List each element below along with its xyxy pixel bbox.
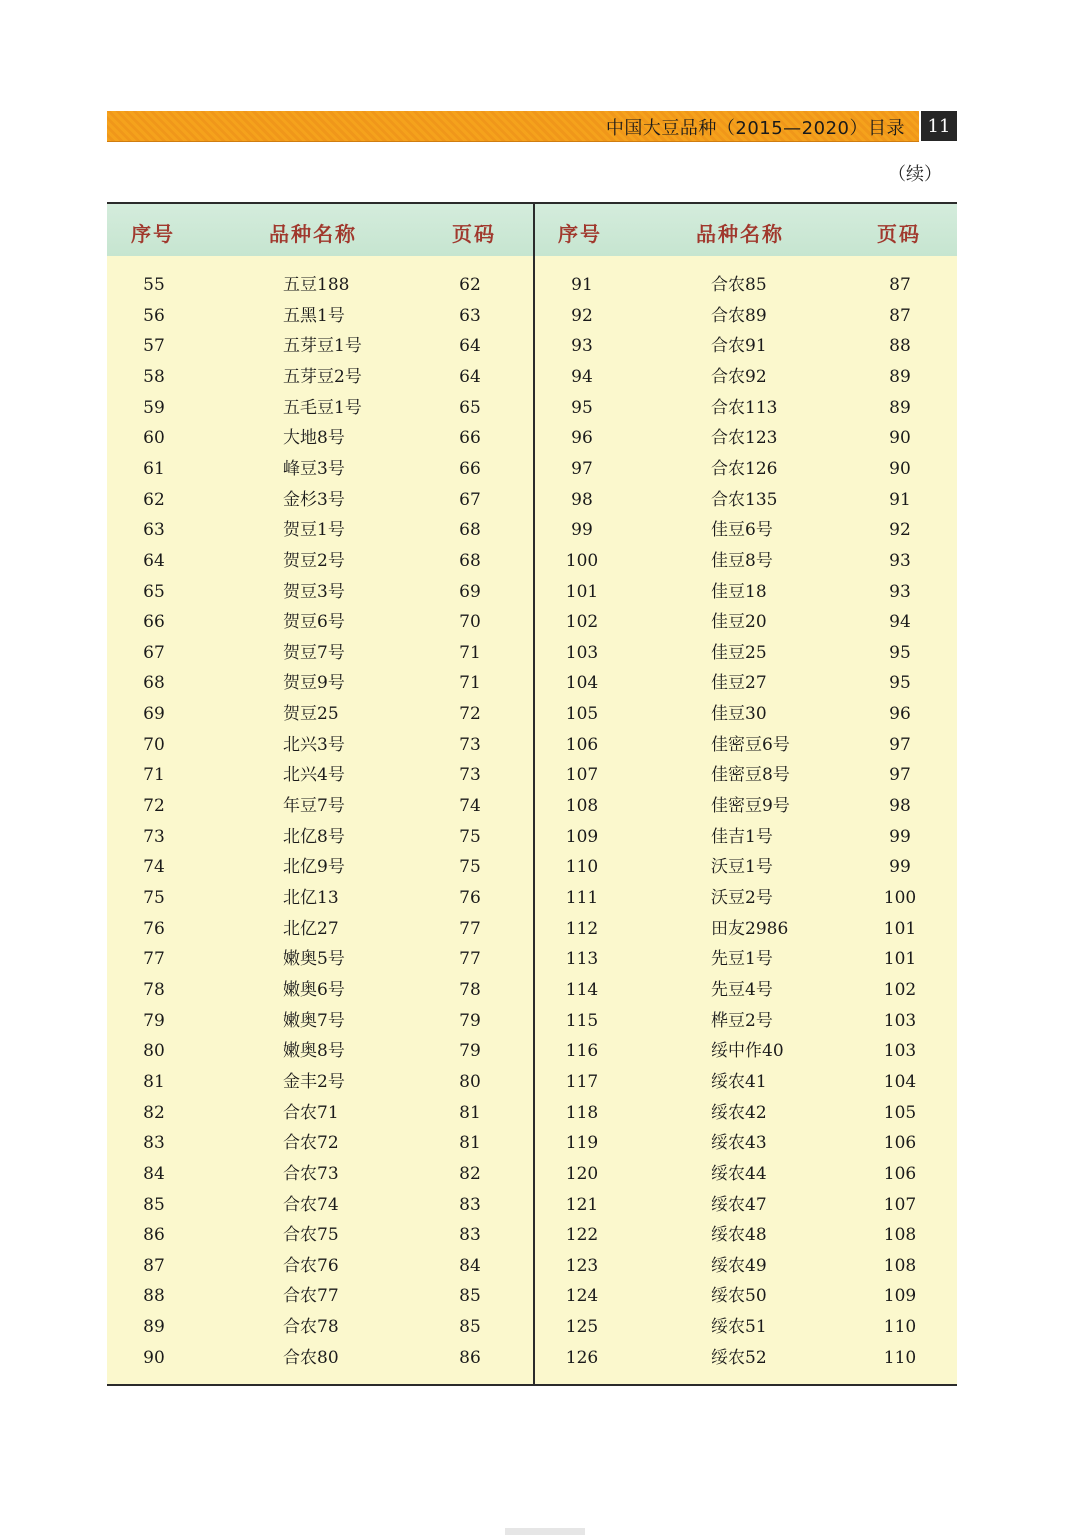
table-row	[107, 944, 957, 974]
header-name-left: 品种名称	[269, 222, 357, 246]
row-number: 108	[565, 796, 599, 817]
page-ref: 77	[459, 918, 481, 939]
page-ref: 67	[459, 489, 481, 510]
table-row	[107, 1006, 957, 1036]
table-row	[107, 607, 957, 637]
variety-name: 北亿8号	[283, 826, 345, 847]
row-number: 57	[143, 336, 165, 357]
page-ref: 62	[459, 275, 481, 295]
page-edge-mark	[505, 1528, 585, 1535]
page-ref: 79	[459, 1010, 481, 1031]
row-number: 71	[143, 765, 165, 786]
variety-name: 峰豆3号	[283, 458, 345, 479]
table-row	[107, 454, 957, 484]
row-number: 96	[571, 428, 593, 449]
table-row	[107, 1343, 957, 1373]
page-ref: 85	[459, 1317, 481, 1338]
variety-name: 大地8号	[283, 428, 345, 449]
table-row	[107, 485, 957, 515]
variety-name: 绥农52	[711, 1347, 767, 1368]
table-row	[107, 1251, 957, 1281]
row-number: 97	[571, 458, 593, 479]
variety-name: 北兴3号	[283, 734, 345, 755]
page-ref: 99	[889, 826, 911, 847]
toc-table	[107, 202, 957, 1386]
page-ref: 89	[889, 366, 911, 387]
page-ref: 86	[459, 1347, 481, 1368]
row-number: 118	[565, 1102, 599, 1123]
page-ref: 88	[889, 336, 911, 357]
page-ref: 73	[459, 765, 481, 786]
table-row	[107, 699, 957, 729]
page-ref: 64	[459, 366, 481, 387]
row-number: 81	[143, 1071, 165, 1092]
page-ref: 80	[459, 1071, 481, 1092]
page-ref: 93	[889, 550, 911, 571]
row-number: 68	[143, 673, 165, 694]
variety-name: 桦豆2号	[711, 1010, 773, 1031]
variety-name: 沃豆1号	[711, 857, 773, 878]
header-page-right: 页码	[877, 222, 921, 246]
variety-name: 佳豆20	[711, 612, 767, 633]
variety-name: 绥农48	[711, 1225, 767, 1246]
table-row	[107, 883, 957, 913]
variety-name: 北亿13	[283, 888, 339, 908]
variety-name: 绥农41	[711, 1071, 767, 1092]
table-row	[107, 760, 957, 790]
variety-name: 合农92	[711, 366, 767, 387]
table-row	[107, 1159, 957, 1189]
page-ref: 94	[889, 612, 911, 633]
variety-name: 先豆1号	[711, 949, 773, 970]
page-ref: 91	[889, 489, 911, 510]
variety-name: 绥农43	[711, 1133, 767, 1154]
page-ref: 107	[883, 1194, 917, 1215]
row-number: 82	[143, 1102, 165, 1123]
table-row	[107, 331, 957, 361]
variety-name: 嫩奥5号	[283, 949, 345, 970]
table-row	[107, 668, 957, 698]
page-ref: 72	[459, 704, 481, 725]
variety-name: 五芽豆1号	[283, 336, 362, 357]
page-ref: 110	[883, 1347, 917, 1368]
row-number: 111	[565, 888, 599, 908]
page-ref: 90	[889, 428, 911, 449]
running-header-band	[107, 111, 919, 142]
page-ref: 101	[883, 918, 917, 939]
row-number: 65	[143, 581, 165, 602]
page-ref: 66	[459, 458, 481, 479]
row-number: 70	[143, 734, 165, 755]
variety-name: 绥中作40	[711, 1041, 784, 1062]
variety-name: 贺豆2号	[283, 550, 345, 571]
page-ref: 101	[883, 949, 917, 970]
variety-name: 先豆4号	[711, 979, 773, 1000]
variety-name: 合农74	[283, 1194, 339, 1215]
variety-name: 贺豆1号	[283, 520, 345, 541]
variety-name: 金杉3号	[283, 489, 345, 510]
variety-name: 合农113	[711, 397, 778, 418]
variety-name: 合农135	[711, 489, 778, 510]
row-number: 105	[565, 704, 599, 725]
row-number: 110	[565, 857, 599, 878]
table-row	[107, 393, 957, 423]
table-row	[107, 791, 957, 821]
variety-name: 贺豆25	[283, 704, 339, 725]
row-number: 100	[565, 550, 599, 571]
row-number: 86	[143, 1225, 165, 1246]
row-number: 94	[571, 366, 593, 387]
row-number: 109	[565, 826, 599, 847]
variety-name: 贺豆7号	[283, 642, 345, 663]
row-number: 98	[571, 489, 593, 510]
row-number: 56	[143, 305, 165, 326]
row-number: 62	[143, 489, 165, 510]
row-number: 61	[143, 458, 165, 479]
row-number: 72	[143, 796, 165, 817]
page-ref: 89	[889, 397, 911, 418]
table-row	[107, 577, 957, 607]
variety-name: 合农91	[711, 336, 767, 357]
row-number: 114	[565, 979, 599, 1000]
variety-name: 绥农51	[711, 1317, 767, 1338]
row-number: 89	[143, 1317, 165, 1338]
variety-name: 佳密豆6号	[711, 734, 790, 755]
row-number: 115	[565, 1010, 599, 1031]
page-ref: 87	[889, 275, 911, 295]
header-no-left: 序号	[131, 222, 175, 246]
variety-name: 金丰2号	[283, 1071, 345, 1092]
page-ref: 75	[459, 857, 481, 878]
page-ref: 68	[459, 550, 481, 571]
variety-name: 合农71	[283, 1102, 339, 1123]
header-page-left: 页码	[452, 222, 496, 246]
header-name-right: 品种名称	[696, 222, 784, 246]
page-ref: 106	[883, 1163, 917, 1184]
page-ref: 68	[459, 520, 481, 541]
row-number: 117	[565, 1071, 599, 1092]
table-row	[107, 1128, 957, 1158]
row-number: 124	[565, 1286, 599, 1307]
table-row	[107, 730, 957, 760]
row-number: 66	[143, 612, 165, 633]
row-number: 60	[143, 428, 165, 449]
variety-name: 合农73	[283, 1163, 339, 1184]
row-number: 119	[565, 1133, 599, 1154]
variety-name: 绥农50	[711, 1286, 767, 1307]
page-ref: 97	[889, 734, 911, 755]
row-number: 122	[565, 1225, 599, 1246]
variety-name: 嫩奥6号	[283, 979, 345, 1000]
variety-name: 北亿9号	[283, 857, 345, 878]
table-row	[107, 423, 957, 453]
variety-name: 合农80	[283, 1347, 339, 1368]
table-row	[107, 1098, 957, 1128]
page-ref: 99	[889, 857, 911, 878]
variety-name: 北兴4号	[283, 765, 345, 786]
variety-name: 绥农49	[711, 1255, 767, 1276]
page-ref: 69	[459, 581, 481, 602]
row-number: 76	[143, 918, 165, 939]
page-ref: 63	[459, 305, 481, 326]
page-ref: 108	[883, 1255, 917, 1276]
page-ref: 105	[883, 1102, 917, 1123]
page-ref: 110	[883, 1317, 917, 1338]
page-number: 11	[921, 111, 957, 141]
table-row	[107, 1281, 957, 1311]
page-ref: 108	[883, 1225, 917, 1246]
variety-name: 嫩奥7号	[283, 1010, 345, 1031]
row-number: 101	[565, 581, 599, 602]
variety-name: 田友2986	[711, 918, 789, 939]
table-row	[107, 270, 957, 300]
row-number: 95	[571, 397, 593, 418]
page-ref: 103	[883, 1010, 917, 1031]
page-ref: 65	[459, 397, 481, 418]
page-ref: 87	[889, 305, 911, 326]
table-row	[107, 822, 957, 852]
page-ref: 79	[459, 1041, 481, 1062]
table-row	[107, 1312, 957, 1342]
row-number: 92	[571, 305, 593, 326]
page-ref: 73	[459, 734, 481, 755]
page-ref: 92	[889, 520, 911, 541]
row-number: 125	[565, 1317, 599, 1338]
variety-name: 年豆7号	[283, 796, 345, 817]
variety-name: 佳豆6号	[711, 520, 773, 541]
page-ref: 76	[459, 888, 481, 908]
variety-name: 五毛豆1号	[283, 397, 362, 418]
table-row	[107, 1220, 957, 1250]
row-number: 75	[143, 888, 165, 908]
row-number: 104	[565, 673, 599, 694]
row-number: 112	[565, 918, 599, 939]
continued-note: （续）	[888, 164, 942, 185]
table-row	[107, 975, 957, 1005]
page-ref: 104	[883, 1071, 917, 1092]
row-number: 102	[565, 612, 599, 633]
row-number: 73	[143, 826, 165, 847]
page-ref: 85	[459, 1286, 481, 1307]
page-ref: 81	[459, 1133, 481, 1154]
variety-name: 贺豆6号	[283, 612, 345, 633]
variety-name: 合农89	[711, 305, 767, 326]
row-number: 90	[143, 1347, 165, 1368]
variety-name: 佳吉1号	[711, 826, 773, 847]
row-number: 113	[565, 949, 599, 970]
row-number: 77	[143, 949, 165, 970]
page-ref: 95	[889, 642, 911, 663]
row-number: 78	[143, 979, 165, 1000]
table-row	[107, 1036, 957, 1066]
page-ref: 90	[889, 458, 911, 479]
page-ref: 103	[883, 1041, 917, 1062]
variety-name: 佳豆18	[711, 581, 767, 602]
row-number: 93	[571, 336, 593, 357]
variety-name: 合农77	[283, 1286, 339, 1307]
variety-name: 合农126	[711, 458, 778, 479]
page-ref: 74	[459, 796, 481, 817]
row-number: 69	[143, 704, 165, 725]
table-row	[107, 914, 957, 944]
table-row	[107, 852, 957, 882]
page-ref: 70	[459, 612, 481, 633]
variety-name: 沃豆2号	[711, 888, 773, 908]
table-row	[107, 301, 957, 331]
table-row	[107, 362, 957, 392]
page-ref: 64	[459, 336, 481, 357]
table-row	[107, 1067, 957, 1097]
row-number: 64	[143, 550, 165, 571]
row-number: 116	[565, 1041, 599, 1062]
variety-name: 五芽豆2号	[283, 366, 362, 387]
variety-name: 佳豆8号	[711, 550, 773, 571]
variety-name: 贺豆3号	[283, 581, 345, 602]
page-ref: 84	[459, 1255, 481, 1276]
table-row	[107, 638, 957, 668]
row-number: 103	[565, 642, 599, 663]
variety-name: 合农78	[283, 1317, 339, 1338]
row-number: 59	[143, 397, 165, 418]
table-row	[107, 546, 957, 576]
row-number: 63	[143, 520, 165, 541]
page-ref: 66	[459, 428, 481, 449]
table-header	[107, 204, 957, 256]
row-number: 120	[565, 1163, 599, 1184]
running-header-title: 中国大豆品种（2015—2020）目录	[605, 118, 905, 139]
row-number: 99	[571, 520, 593, 541]
row-number: 87	[143, 1255, 165, 1276]
row-number: 106	[565, 734, 599, 755]
row-number: 84	[143, 1163, 165, 1184]
variety-name: 绥农44	[711, 1163, 767, 1184]
page-ref: 82	[459, 1163, 481, 1184]
row-number: 88	[143, 1286, 165, 1307]
row-number: 123	[565, 1255, 599, 1276]
variety-name: 贺豆9号	[283, 673, 345, 694]
page-ref: 81	[459, 1102, 481, 1123]
table-row	[107, 515, 957, 545]
page-ref: 75	[459, 826, 481, 847]
row-number: 80	[143, 1041, 165, 1062]
variety-name: 佳密豆8号	[711, 765, 790, 786]
row-number: 107	[565, 765, 599, 786]
variety-name: 佳密豆9号	[711, 796, 790, 817]
variety-name: 合农123	[711, 428, 778, 449]
variety-name: 北亿27	[283, 918, 339, 939]
page-ref: 102	[883, 979, 917, 1000]
variety-name: 五黑1号	[283, 305, 345, 326]
page-ref: 95	[889, 673, 911, 694]
page-ref: 98	[889, 796, 911, 817]
row-number: 83	[143, 1133, 165, 1154]
row-number: 74	[143, 857, 165, 878]
page-ref: 71	[459, 673, 481, 694]
variety-name: 合农72	[283, 1133, 339, 1154]
row-number: 55	[143, 275, 165, 295]
page-ref: 83	[459, 1225, 481, 1246]
variety-name: 五豆188	[283, 275, 350, 295]
page-ref: 83	[459, 1194, 481, 1215]
page-ref: 93	[889, 581, 911, 602]
table-row	[107, 1190, 957, 1220]
row-number: 58	[143, 366, 165, 387]
page-ref: 71	[459, 642, 481, 663]
row-number: 121	[565, 1194, 599, 1215]
row-number: 67	[143, 642, 165, 663]
variety-name: 合农76	[283, 1255, 339, 1276]
page-ref: 100	[883, 888, 917, 908]
page-ref: 109	[883, 1286, 917, 1307]
page-ref: 106	[883, 1133, 917, 1154]
row-number: 126	[565, 1347, 599, 1368]
row-number: 91	[571, 275, 593, 295]
variety-name: 合农85	[711, 275, 767, 295]
variety-name: 绥农42	[711, 1102, 767, 1123]
variety-name: 绥农47	[711, 1194, 767, 1215]
row-number: 79	[143, 1010, 165, 1031]
variety-name: 合农75	[283, 1225, 339, 1246]
page-ref: 78	[459, 979, 481, 1000]
page-ref: 97	[889, 765, 911, 786]
variety-name: 佳豆25	[711, 642, 767, 663]
header-no-right: 序号	[558, 222, 602, 246]
row-number: 85	[143, 1194, 165, 1215]
page-ref: 77	[459, 949, 481, 970]
page-ref: 96	[889, 704, 911, 725]
variety-name: 佳豆27	[711, 673, 767, 694]
variety-name: 嫩奥8号	[283, 1041, 345, 1062]
variety-name: 佳豆30	[711, 704, 767, 725]
